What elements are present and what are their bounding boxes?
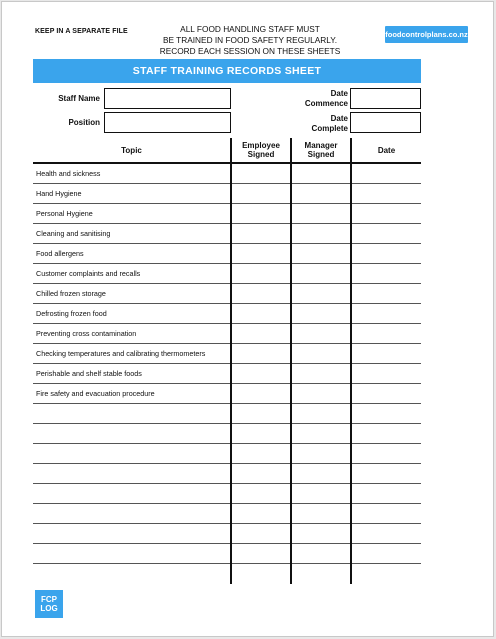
- keep-separate-note: KEEP IN A SEPARATE FILE: [35, 28, 128, 35]
- date-commence-field[interactable]: [350, 88, 421, 109]
- date-complete-field[interactable]: [350, 112, 421, 133]
- topic-cell: Defrosting frozen food: [36, 309, 107, 318]
- table-row[interactable]: [33, 304, 421, 324]
- position-label: Position: [68, 118, 100, 127]
- column-divider: [350, 138, 352, 584]
- topic-cell: Customer complaints and recalls: [36, 269, 141, 278]
- table-row[interactable]: [33, 384, 421, 404]
- table-row[interactable]: [33, 244, 421, 264]
- table-row[interactable]: [33, 524, 421, 544]
- date-complete-label: Date Complete: [311, 114, 348, 133]
- table-row[interactable]: [33, 364, 421, 384]
- topic-cell: Cleaning and sanitising: [36, 229, 111, 238]
- table-row[interactable]: [33, 284, 421, 304]
- notice-line-1: ALL FOOD HANDLING STAFF MUST: [180, 24, 320, 34]
- table-body: [33, 164, 421, 564]
- sheet-title: STAFF TRAINING RECORDS SHEET: [33, 59, 421, 83]
- topic-cell: Chilled frozen storage: [36, 289, 106, 298]
- table-row[interactable]: [33, 164, 421, 184]
- topic-cell: Fire safety and evacuation procedure: [36, 389, 155, 398]
- position-field[interactable]: [104, 112, 231, 133]
- column-divider: [290, 138, 292, 584]
- table-row[interactable]: [33, 184, 421, 204]
- table-row[interactable]: [33, 224, 421, 244]
- column-divider: [230, 138, 232, 584]
- table-row[interactable]: [33, 204, 421, 224]
- table-row[interactable]: [33, 344, 421, 364]
- table-row[interactable]: [33, 484, 421, 504]
- training-records-table: [33, 138, 421, 564]
- website-badge[interactable]: foodcontrolplans.co.nz: [385, 26, 468, 43]
- table-row[interactable]: [33, 504, 421, 524]
- document-page: [1, 1, 494, 637]
- table-row[interactable]: [33, 544, 421, 564]
- employee-signed-column-header: Employee Signed: [242, 141, 280, 159]
- staff-name-field[interactable]: [104, 88, 231, 109]
- topic-column-header: Topic: [121, 145, 142, 155]
- date-column-header: Date: [377, 145, 396, 155]
- notice-line-3: RECORD EACH SESSION ON THESE SHEETS: [159, 46, 341, 56]
- topic-cell: Hand Hygiene: [36, 189, 82, 198]
- table-row[interactable]: [33, 464, 421, 484]
- table-header: [33, 138, 421, 164]
- table-row[interactable]: [33, 264, 421, 284]
- fcp-logo: FCP LOG: [35, 590, 63, 618]
- table-row[interactable]: [33, 324, 421, 344]
- topic-cell: Preventing cross contamination: [36, 329, 137, 338]
- topic-cell: Personal Hygiene: [36, 209, 93, 218]
- table-row[interactable]: [33, 404, 421, 424]
- topic-cell: Checking temperatures and calibrating thermometers: [36, 349, 206, 358]
- staff-name-label: Staff Name: [58, 94, 100, 103]
- training-notice: [140, 24, 360, 57]
- topic-cell: Perishable and shelf stable foods: [36, 369, 142, 378]
- notice-line-2: BE TRAINED IN FOOD SAFETY REGULARLY.: [162, 35, 338, 45]
- table-row[interactable]: [33, 424, 421, 444]
- topic-cell: Health and sickness: [36, 169, 101, 178]
- table-row[interactable]: [33, 444, 421, 464]
- topic-cell: Food allergens: [36, 249, 84, 258]
- date-commence-label: Date Commence: [304, 89, 348, 108]
- manager-signed-column-header: Manager Signed: [304, 141, 338, 159]
